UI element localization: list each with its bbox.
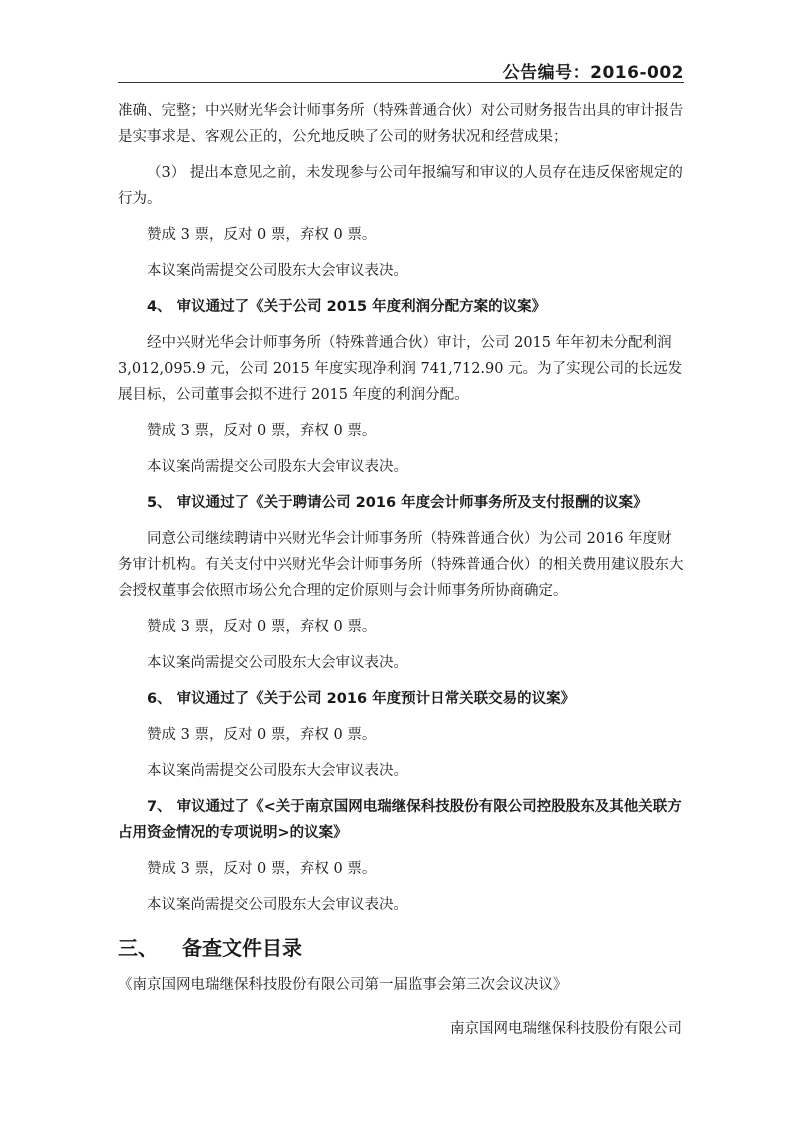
vote-result: 赞成 3 票，反对 0 票，弃权 0 票。 xyxy=(147,227,377,243)
resolution-heading-5: 5、 审议通过了《关于聘请公司 2016 年度会计师事务所及支付报酬的议案》 xyxy=(147,495,648,511)
signing-company: 南京国网电瑞继保科技股份有限公司 xyxy=(450,1021,682,1037)
document-body xyxy=(118,98,684,998)
submission-note: 本议案尚需提交公司股东大会审议表决。 xyxy=(147,763,408,779)
vote-result: 赞成 3 票，反对 0 票，弃权 0 票。 xyxy=(147,619,377,635)
announcement-number: 公告编号：2016-002 xyxy=(502,63,684,83)
paragraph-confidentiality: （3） 提出本意见之前，未发现参与公司年报编写和审议的人员存在违反保密规定的行为。 xyxy=(118,165,683,207)
submission-note: 本议案尚需提交公司股东大会审议表决。 xyxy=(147,459,408,475)
paragraph-audit-opinion: 准确、完整；中兴财光华会计师事务所（特殊普通合伙）对公司财务报告出具的审计报告是实事求是、客观公正的，公允地反映了公司的财务状况和经营成果； xyxy=(118,103,684,145)
resolution-heading-7: 7、 审议通过了《<关于南京国网电瑞继保科技股份有限公司控股股东及其他关联方占用资金情况的专项说明>的议案》 xyxy=(118,799,682,841)
submission-note: 本议案尚需提交公司股东大会审议表决。 xyxy=(147,897,408,913)
paragraph-auditor-engagement: 同意公司继续聘请中兴财光华会计师事务所（特殊普通合伙）为公司 2016 年度财务审计机构。有关支付中兴财光华会计师事务所（特殊普通合伙）的相关费用建议股东大会授权董事会依照市场公允合理的定价原则与会计师事务所协商确定。 xyxy=(118,531,684,599)
vote-result: 赞成 3 票，反对 0 票，弃权 0 票。 xyxy=(147,861,377,877)
resolution-heading-6: 6、 审议通过了《关于公司 2016 年度预计日常关联交易的议案》 xyxy=(147,691,576,707)
section-number: 三、 xyxy=(118,936,158,960)
vote-result: 赞成 3 票，反对 0 票，弃权 0 票。 xyxy=(147,423,377,439)
section-title-reference-docs xyxy=(118,932,684,964)
reference-document: 《南京国网电瑞继保科技股份有限公司第一届监事会第三次会议决议》 xyxy=(118,977,568,993)
submission-note: 本议案尚需提交公司股东大会审议表决。 xyxy=(147,263,408,279)
paragraph-profit-distribution: 经中兴财光华会计师事务所（特殊普通合伙）审计，公司 2015 年年初未分配利润 3,012,095.9 元，公司 2015 年度实现净利润 741,712.90 元。为了实现公司的长远发展目标，公司董事会拟不进行 2015 年度的利润分配。 xyxy=(118,335,683,403)
section-title-text: 备查文件目录 xyxy=(182,936,302,960)
vote-result: 赞成 3 票，反对 0 票，弃权 0 票。 xyxy=(147,727,377,743)
header-divider xyxy=(118,82,684,83)
submission-note: 本议案尚需提交公司股东大会审议表决。 xyxy=(147,655,408,671)
resolution-heading-4: 4、 审议通过了《关于公司 2015 年度利润分配方案的议案》 xyxy=(147,299,547,315)
